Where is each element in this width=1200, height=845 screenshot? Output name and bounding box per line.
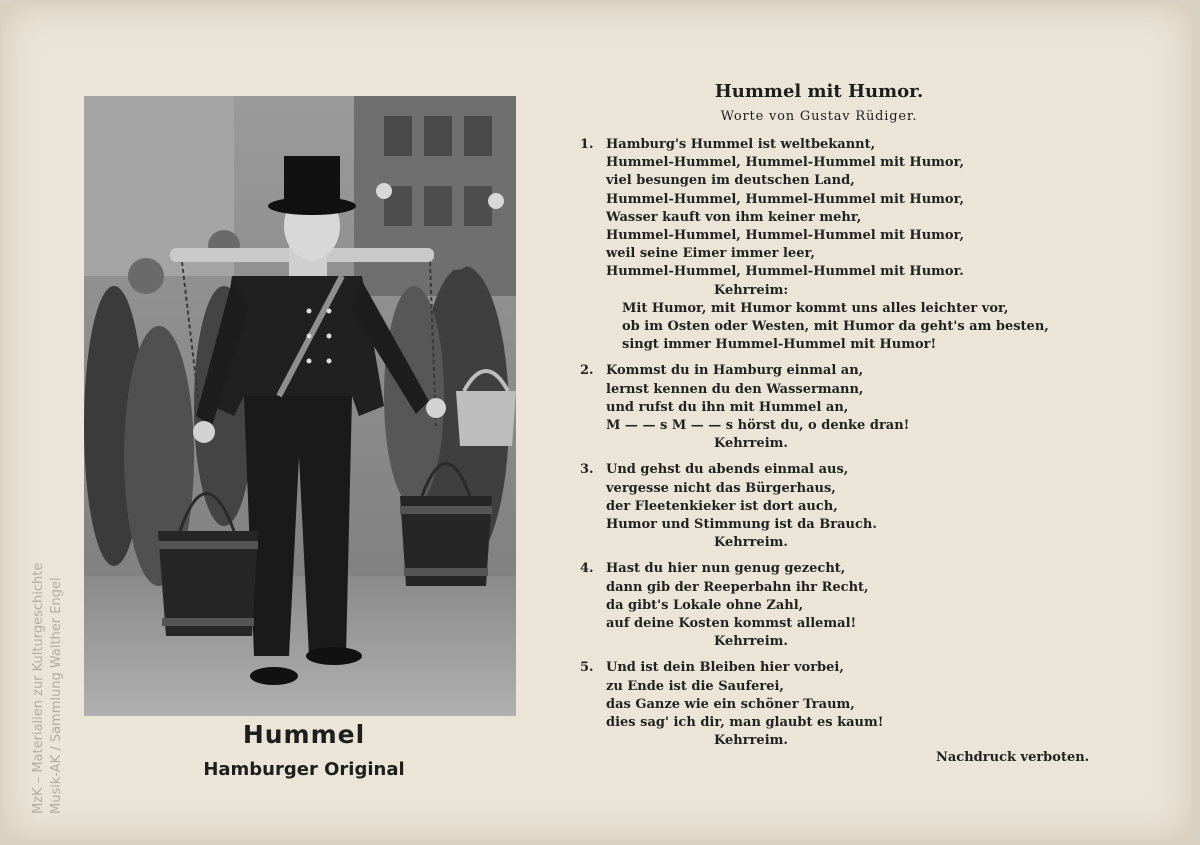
reprint-notice: Nachdruck verboten.: [936, 750, 1090, 765]
photo-illustration: [84, 96, 516, 716]
song-lyrics: [580, 136, 1140, 759]
verse-line: lernst kennen du den Wassermann,: [606, 381, 864, 397]
verse-line: weil seine Eimer immer leer,: [606, 246, 815, 262]
verse-2: [580, 362, 1140, 453]
verse-line: da gibt's Lokale ohne Zahl,: [606, 597, 804, 613]
refrain-label: Kehrreim.: [714, 535, 788, 551]
song-author: Worte von Gustav Rüdiger.: [720, 109, 918, 124]
verse-number: 4.: [580, 561, 594, 577]
verse-line: zu Ende ist die Sauferei,: [606, 678, 784, 694]
verse-line: dies sag' ich dir, man glaubt es kaum!: [606, 715, 884, 731]
verse-line: das Ganze wie ein schöner Traum,: [606, 696, 855, 712]
refrain-label: Kehrreim:: [714, 282, 789, 298]
verse-number: 3.: [580, 462, 594, 478]
verse-line: auf deine Kosten kommst allemal!: [606, 616, 857, 632]
chorus-line: ob im Osten oder Westen, mit Humor da geht's am besten,: [622, 319, 1049, 335]
chorus-line: singt immer Hummel-Hummel mit Humor!: [622, 337, 937, 353]
photo-caption-subtitle: Hamburger Original: [203, 759, 405, 780]
verse-number: 5.: [580, 660, 594, 676]
verse-line: und rufst du ihn mit Hummel an,: [606, 399, 849, 415]
watermark-line-2: Musik-AK / Sammlung Walther Engel: [49, 577, 64, 814]
verse-line: Humor und Stimmung ist da Brauch.: [606, 517, 877, 533]
verse-line: Hast du hier nun genug gezecht,: [606, 561, 846, 577]
refrain-label: Kehrreim.: [714, 733, 788, 749]
verse-line: Und ist dein Bleiben hier vorbei,: [606, 660, 844, 676]
hummel-photograph: [84, 96, 516, 716]
photo-caption-title: Hummel: [242, 720, 366, 749]
verse-line: dann gib der Reeperbahn ihr Recht,: [606, 579, 869, 595]
archive-watermark: [30, 454, 66, 814]
chorus-line: Mit Humor, mit Humor kommt uns alles leichter vor,: [622, 300, 1009, 316]
verse-line: viel besungen im deutschen Land,: [606, 173, 855, 189]
verse-line: Hummel-Hummel, Hummel-Hummel mit Humor.: [606, 264, 964, 280]
verse-line: Wasser kauft von ihm keiner mehr,: [606, 209, 862, 225]
refrain-label: Kehrreim.: [714, 436, 788, 452]
refrain-label: Kehrreim.: [714, 634, 788, 650]
verse-3: [580, 461, 1140, 552]
verse-number: 1.: [580, 137, 594, 152]
verse-number: 2.: [580, 363, 594, 379]
song-title: Hummel mit Humor.: [714, 81, 924, 102]
postcard: [2, 4, 1192, 840]
verse-line: Und gehst du abends einmal aus,: [606, 462, 849, 478]
verse-line: M — — s M — — s hörst du, o denke dran!: [606, 418, 910, 434]
verse-line: Kommst du in Hamburg einmal an,: [606, 363, 864, 379]
verse-5: [580, 659, 1140, 750]
verse-line: Hamburg's Hummel ist weltbekannt,: [606, 137, 876, 152]
verse-line: vergesse nicht das Bürgerhaus,: [606, 480, 836, 496]
verse-line: Hummel-Hummel, Hummel-Hummel mit Humor,: [606, 155, 965, 171]
verse-4: [580, 560, 1140, 651]
verse-1: [580, 136, 1140, 354]
verse-line: Hummel-Hummel, Hummel-Hummel mit Humor,: [606, 228, 965, 244]
watermark-line-1: MzK – Materialien zur Kulturgeschichte: [31, 562, 46, 814]
verse-line: der Fleetenkieker ist dort auch,: [606, 498, 838, 514]
verse-line: Hummel-Hummel, Hummel-Hummel mit Humor,: [606, 191, 965, 207]
